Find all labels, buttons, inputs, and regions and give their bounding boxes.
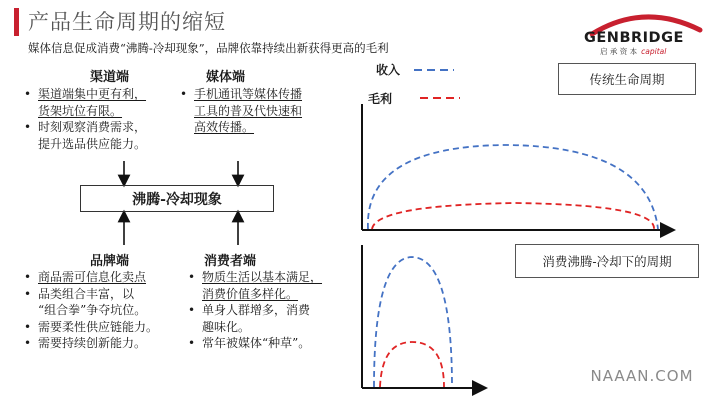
genbridge-logo bbox=[582, 8, 712, 54]
boil-cool-cycle-label: 消费沸腾-冷却下的周期 bbox=[515, 244, 699, 278]
logo-name: GENBRIDGE bbox=[584, 30, 684, 46]
bottom-revenue-curve bbox=[374, 257, 452, 387]
traditional-lifecycle-label: 传统生命周期 bbox=[558, 63, 696, 95]
consumer-bullet-item bbox=[188, 335, 358, 352]
consumer-bullet-line: 消费价值多样化。 bbox=[202, 286, 299, 301]
consumer-bullet-line: 物质生活以基本满足， bbox=[202, 270, 323, 284]
legend-margin-label: 毛利 bbox=[368, 92, 393, 106]
top-margin-curve bbox=[372, 203, 654, 229]
legend-lines bbox=[410, 60, 470, 105]
watermark: NAAAN.COM bbox=[578, 364, 706, 388]
brand-bullet-line: 商品需可信息化卖点 bbox=[38, 270, 147, 284]
brand-bullet-line: 需要持续创新能力。 bbox=[38, 336, 147, 350]
brand-bullet-item bbox=[24, 335, 194, 352]
channel-bullet-line: 提升选品供应能力。 bbox=[38, 136, 147, 151]
brand-heading: 品牌端 bbox=[90, 254, 130, 269]
channel-bullet-line: 时刻观察消费需求， bbox=[38, 120, 147, 134]
top-revenue-curve bbox=[368, 145, 658, 229]
consumer-bullet-line: 趣味化。 bbox=[202, 319, 251, 334]
boil-cool-phenomenon-box: 沸腾-冷却现象 bbox=[80, 185, 274, 212]
channel-bullet-line: 货架坑位有限。 bbox=[38, 103, 123, 118]
consumer-bullet-item bbox=[188, 269, 358, 302]
media-bullet-line: 工具的普及代快速和 bbox=[194, 103, 303, 118]
page-subtitle: 媒体信息促成消费“沸腾-冷却现象”，品牌依靠持续出新获得更高的毛利 bbox=[28, 41, 389, 55]
consumer-bullet-line: 常年被媒体“种草”。 bbox=[202, 336, 311, 350]
brand-bullet-item bbox=[24, 319, 194, 336]
page-title: 产品生命周期的缩短 bbox=[28, 10, 226, 34]
media-heading: 媒体端 bbox=[206, 70, 246, 85]
consumer-bullet-line: 单身人群增多，消费 bbox=[202, 303, 311, 317]
consumer-bullet-list bbox=[188, 269, 358, 352]
bottom-margin-curve bbox=[380, 342, 444, 387]
brand-bullet-list bbox=[24, 269, 194, 352]
channel-heading: 渠道端 bbox=[90, 70, 130, 85]
channel-bullet-line: 渠道端集中更有利， bbox=[38, 87, 147, 101]
brand-bullet-item bbox=[24, 269, 194, 286]
legend-revenue-label: 收入 bbox=[376, 63, 401, 77]
brand-bullet-line: “组合拳”争夺坑位。 bbox=[38, 303, 147, 317]
lifecycle-charts bbox=[356, 100, 686, 400]
brand-bullet-line: 需要柔性供应链能力。 bbox=[38, 319, 159, 334]
brand-bullet-line: 品类组合丰富，以 bbox=[38, 286, 135, 301]
media-bullet-line: 手机通讯等媒体传播 bbox=[194, 87, 303, 101]
consumer-bullet-item bbox=[188, 302, 358, 335]
media-bullet-line: 高效传播。 bbox=[194, 120, 255, 134]
brand-bullet-item bbox=[24, 286, 194, 319]
consumer-heading: 消费者端 bbox=[204, 254, 257, 269]
logo-subtitle: 启 承 资 本 capital bbox=[600, 47, 667, 56]
